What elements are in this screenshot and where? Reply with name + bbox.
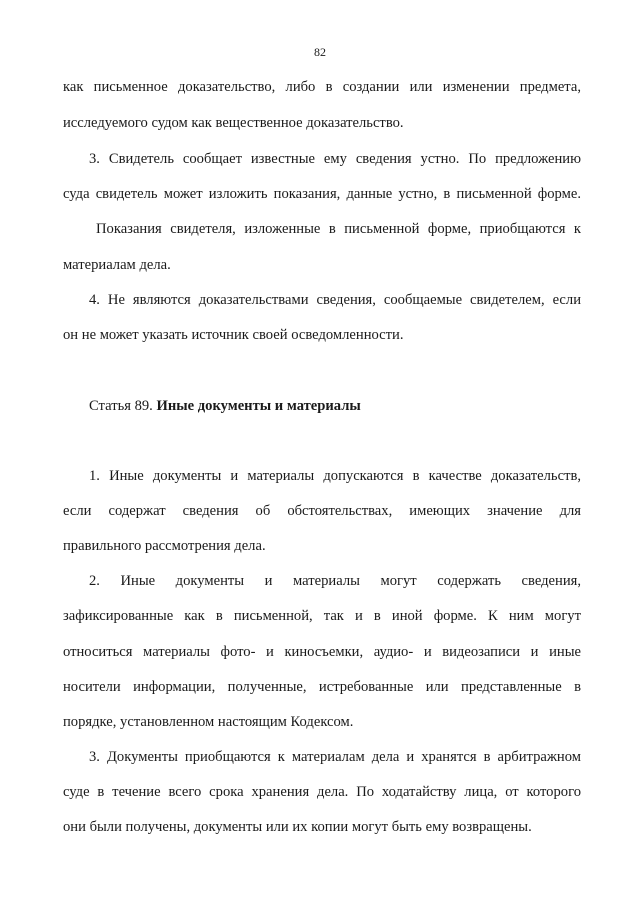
text-line: правильного рассмотрения дела. [63,538,266,554]
text-line: 3. Свидетель сообщает известные ему сведения устно. По предложению [89,151,581,167]
text-line: 3. Документы приобщаются к материалам дела и хранятся в арбитражном [89,749,581,765]
article-heading [89,397,607,415]
text-line: Показания свидетеля, изложенные в письменной форме, приобщаются к [96,221,581,237]
text-line: материалам дела. [63,257,171,273]
page-number: 82 [314,45,326,59]
text-line: 4. Не являются доказательствами сведения, сообщаемые свидетелем, если [89,292,581,308]
text-line: суда свидетель может изложить показания, данные устно, в письменной форме. [63,186,581,202]
text-line: зафиксированные как в письменной, так и в иной форме. К ним могут [63,608,581,624]
text-line: исследуемого судом как вещественное доказательство. [63,115,404,131]
text-line: носители информации, полученные, истребованные или представленные в [63,679,581,695]
text-line: порядке, установленном настоящим Кодексом. [63,714,354,730]
text-line: 1. Иные документы и материалы допускаются в качестве доказательств, [89,468,581,484]
article-prefix: Статья 89. [89,398,153,414]
text-line: как письменное доказательство, либо в создании или изменении предмета, [63,79,581,95]
text-line: они были получены, документы или их копии могут быть ему возвращены. [63,819,532,835]
text-line: суде в течение всего срока хранения дела. По ходатайству лица, от которого [63,784,581,800]
text-line: относиться материалы фото- и киносъемки, аудио- и видеозаписи и иные [63,644,581,660]
text-line: если содержат сведения об обстоятельствах, имеющих значение для [63,503,581,519]
article-title: Иные документы и материалы [156,398,361,414]
text-line: он не может указать источник своей осведомленности. [63,327,404,343]
text-line: 2. Иные документы и материалы могут содержать сведения, [89,573,581,589]
